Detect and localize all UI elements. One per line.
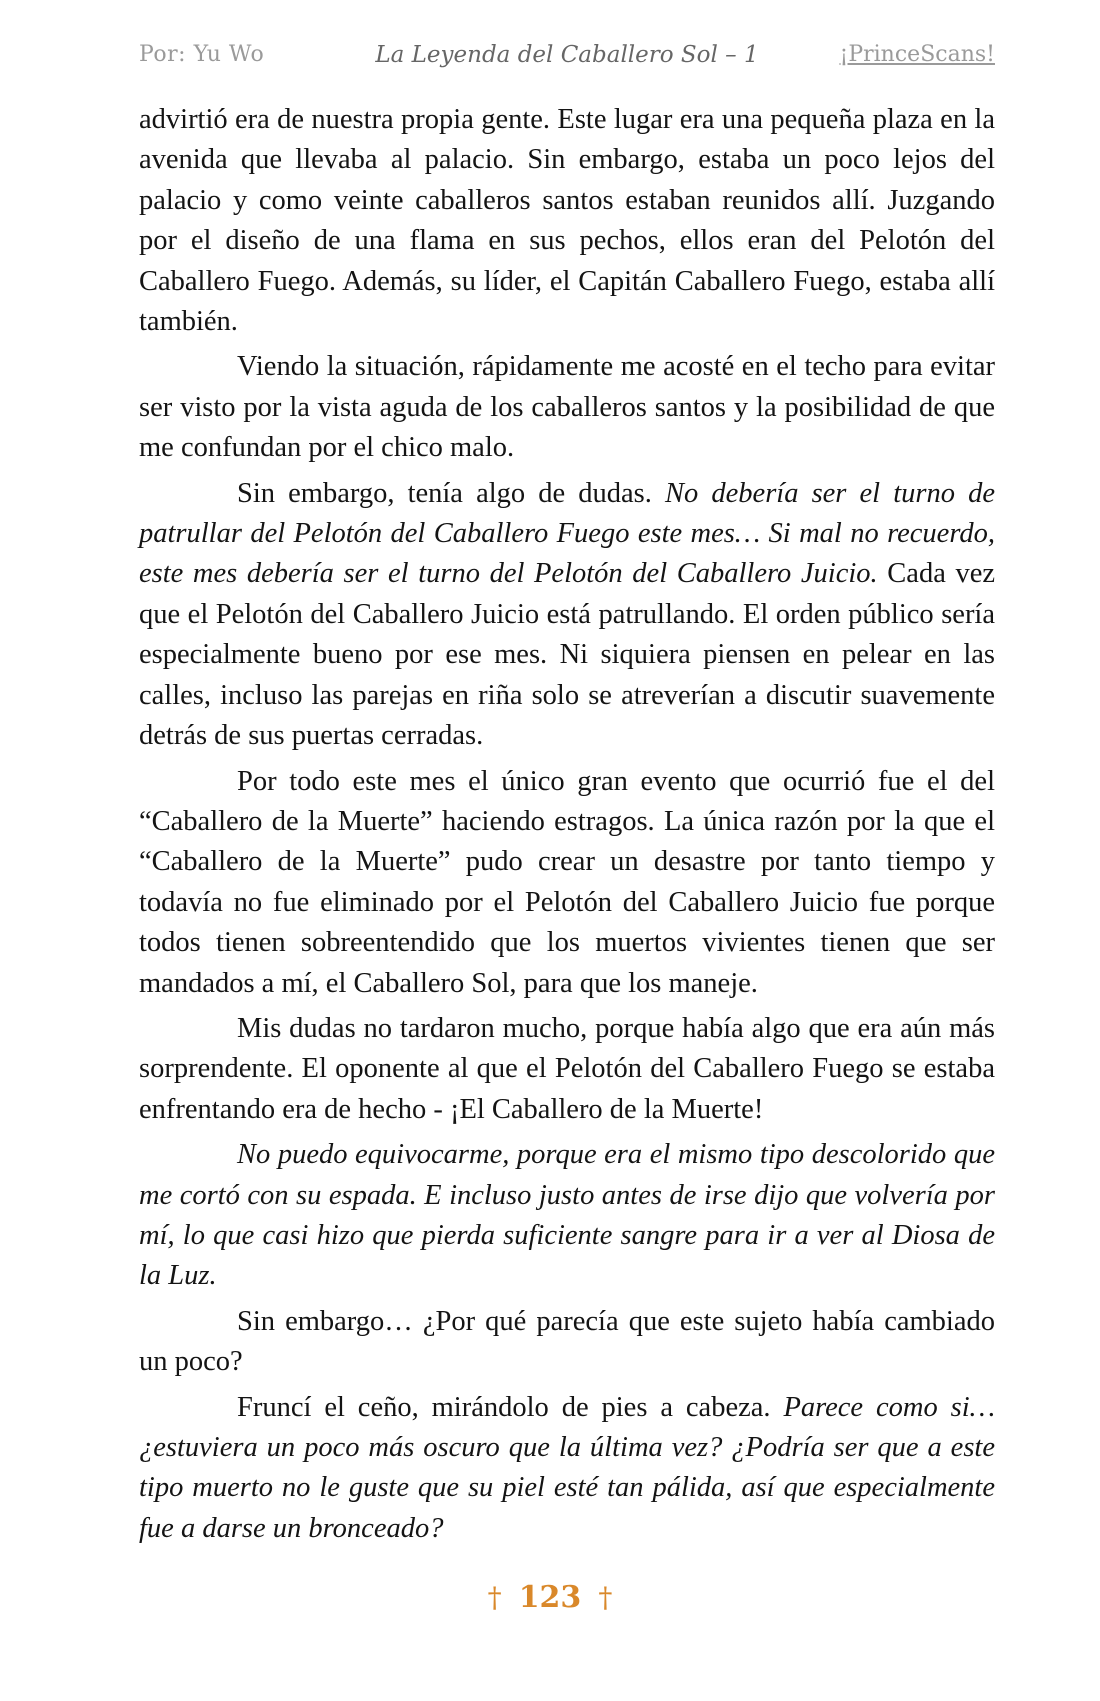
header-scanlator-link[interactable]: ¡PrinceScans! — [839, 42, 995, 67]
paragraph-4 — [139, 762, 995, 1004]
paragraph-text: Por todo este mes el único gran evento que ocurrió fue el del “Caballero de la Muerte” haciendo estragos. La única razón por la que el “Caballero de la Muerte” pudo crear un desastre por tanto tiempo y todavía no fue eliminado por el Pelotón del Caballero Juicio fue porque todos tienen sobreentendido que los muertos vivientes tienen que ser mandados a mí, el Caballero Sol, para que los maneje. — [139, 765, 995, 999]
paragraph-7 — [139, 1302, 995, 1383]
paragraph-6 — [139, 1135, 995, 1297]
page-number: 123 — [518, 1580, 582, 1615]
paragraph-text: Sin embargo… ¿Por qué parecía que este sujeto había cambiado un poco? — [139, 1305, 995, 1378]
paragraph-text: Cada vez que el Pelotón del Caballero Juicio está patrullando. El orden público sería especialmente bueno por ese mes. Ni siquiera piensen en pelear en las calles, incluso las parejas en riña solo se atreverían a discutir suavemente detrás de sus puertas cerradas. — [139, 558, 996, 752]
paragraph-italic-thought: No puedo equivocarme, porque era el mismo tipo descolorido que me cortó con su espada. E incluso justo antes de irse dijo que volvería por mí, lo que casi hizo que pierda suficiente sangre para ir a ver al Diosa de la Luz. — [139, 1139, 995, 1292]
paragraph-3 — [139, 474, 995, 757]
paragraph-text: advirtió era de nuestra propia gente. Este lugar era una pequeña plaza en la avenida que llevaba al palacio. Sin embargo, estaba un poco lejos del palacio y como veinte caballeros santos estaban reunidos allí. Juzgando por el diseño de una flama en sus pechos, ellos eran del Pelotón del Caballero Fuego. Además, su líder, el Capitán Caballero Fuego, estaba allí también. — [139, 104, 995, 338]
paragraph-1 — [139, 100, 995, 342]
paragraph-5 — [139, 1009, 995, 1130]
paragraph-text: Mis dudas no tardaron mucho, porque había algo que era aún más sorprendente. El oponente al que el Pelotón del Caballero Fuego se estaba enfrentando era de hecho - ¡El Caballero de la Muerte! — [139, 1012, 995, 1125]
paragraph-italic-thought: Parece como si… ¿estuviera un poco más oscuro que la última vez? ¿Podría ser que a este tipo muerto no le guste que su piel esté tan pálida, así que especialmente fue a darse un bronceado? — [139, 1391, 995, 1544]
dagger-ornament-icon: † — [598, 1581, 613, 1614]
header-book-title: La Leyenda del Caballero Sol – 1 — [375, 42, 759, 68]
page-footer — [0, 1580, 1100, 1615]
page-header — [139, 38, 995, 78]
paragraph-text: Sin embargo, tenía algo de dudas. — [237, 477, 666, 509]
dagger-ornament-icon: † — [487, 1581, 502, 1614]
paragraph-text: Fruncí el ceño, mirándolo de pies a cabeza. — [237, 1391, 784, 1423]
paragraph-2 — [139, 347, 995, 468]
paragraph-italic-thought: No debería ser el turno de patrullar del Pelotón del Caballero Fuego este mes… Si mal no recuerdo, este mes debería ser el turno del Pelotón del Caballero Juicio. — [139, 477, 995, 590]
page-body — [139, 100, 995, 1554]
paragraph-text: Viendo la situación, rápidamente me acosté en el techo para evitar ser visto por la vista aguda de los caballeros santos y la posibilidad de que me confundan por el chico malo. — [139, 351, 995, 464]
paragraph-8 — [139, 1388, 995, 1550]
header-author: Por: Yu Wo — [139, 42, 265, 67]
